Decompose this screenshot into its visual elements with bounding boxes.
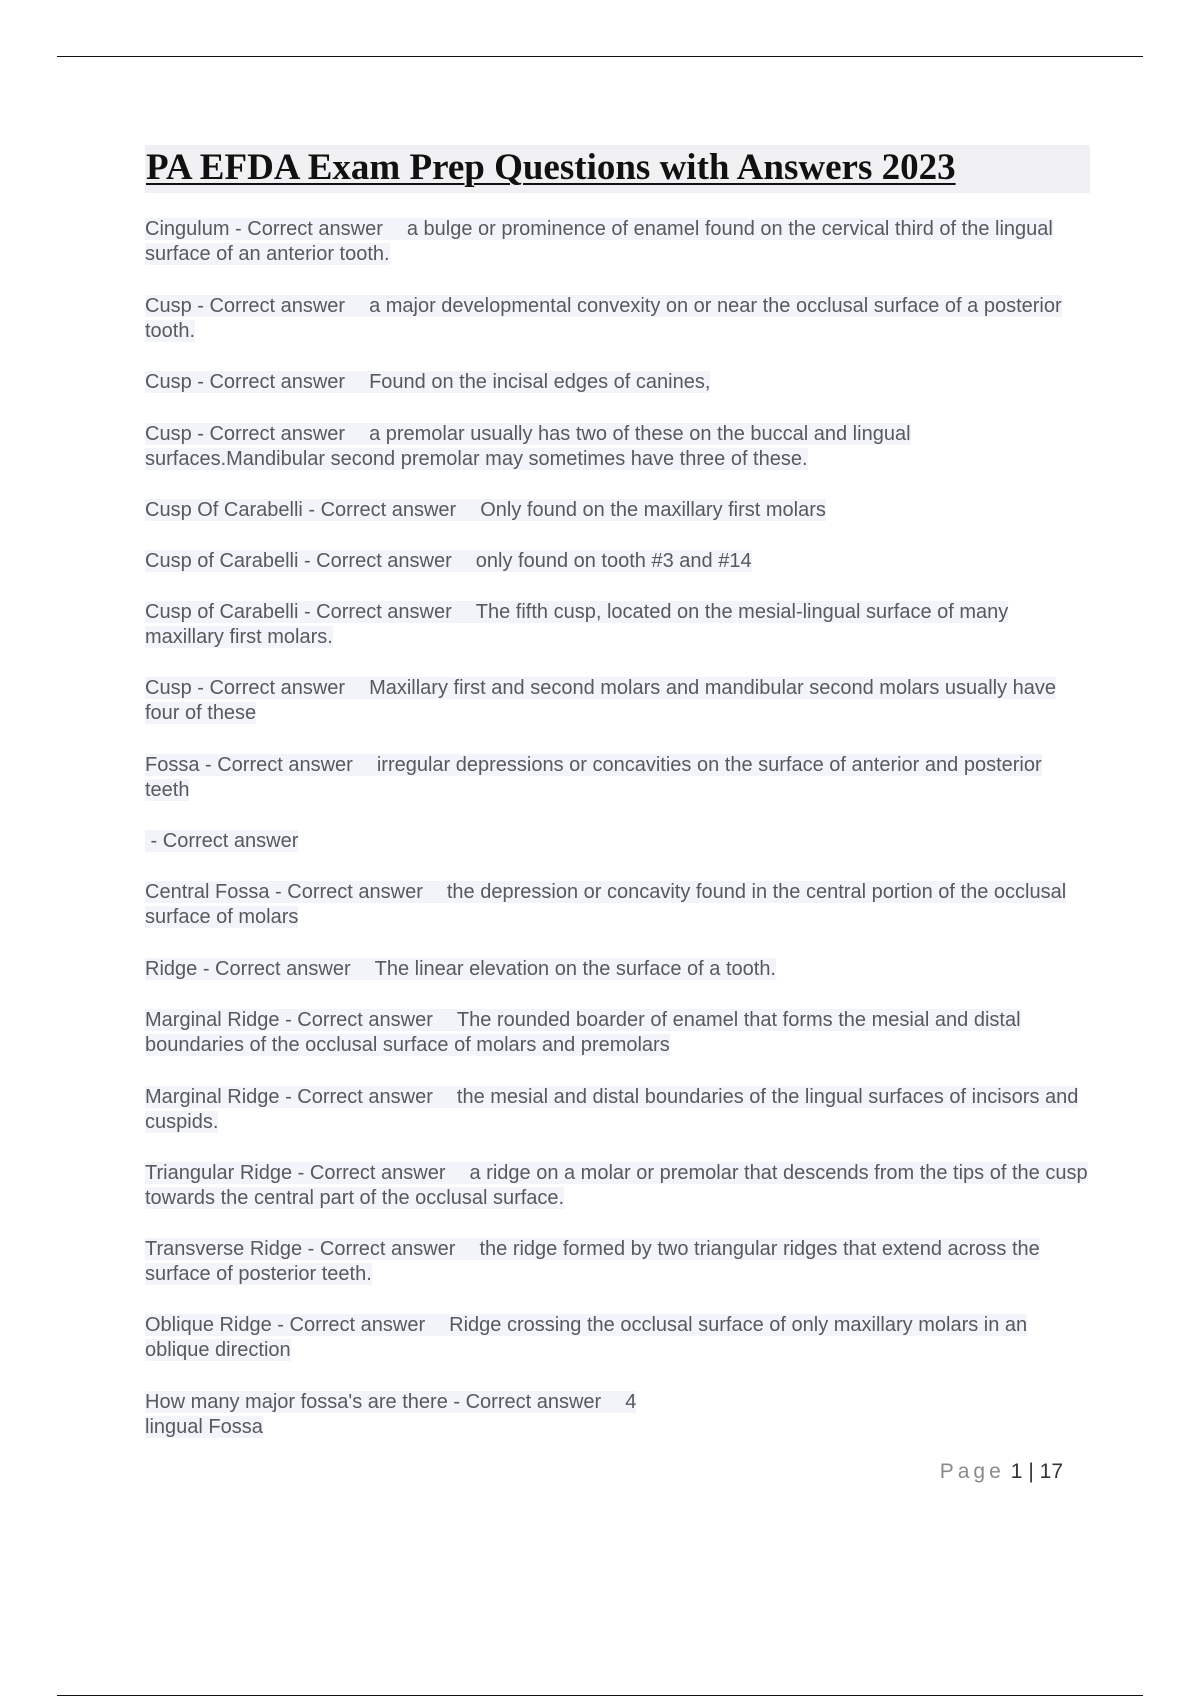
entry-answer: a major developmental convexity on or near the occlusal surface of a posterior tooth. <box>145 295 1062 342</box>
total-pages: 17 <box>1039 1460 1063 1483</box>
entry-term: Marginal Ridge - Correct answer <box>145 1086 433 1108</box>
qa-entry <box>145 549 1090 574</box>
page-footer <box>940 1460 1063 1484</box>
entry-term: Marginal Ridge - Correct answer <box>145 1009 433 1031</box>
qa-entry <box>145 294 1090 344</box>
entry-answer: Found on the incisal edges of canines, <box>369 371 711 393</box>
entry-term: Triangular Ridge - Correct answer <box>145 1162 446 1184</box>
entry-answer: The fifth cusp, located on the mesial-lingual surface of many maxillary first molars. <box>145 601 1009 648</box>
entry-term: Cusp - Correct answer <box>145 423 346 445</box>
qa-entry <box>145 422 1090 472</box>
qa-entry <box>145 676 1090 726</box>
entry-term: Fossa - Correct answer <box>145 754 353 776</box>
entry-answer: the mesial and distal boundaries of the lingual surfaces of incisors and cuspids. <box>145 1086 1079 1133</box>
entry-answer: the ridge formed by two triangular ridges that extend across the surface of posterior teeth. <box>145 1238 1040 1285</box>
entry-answer: a premolar usually has two of these on the buccal and lingual surfaces.Mandibular second premolar may sometimes have three of these. <box>145 423 911 470</box>
entry-term: Cusp - Correct answer <box>145 371 346 393</box>
entry-term: Cusp of Carabelli - Correct answer <box>145 601 452 623</box>
footer-rule <box>57 1695 1143 1696</box>
entry-answer: The linear elevation on the surface of a tooth. <box>374 958 776 980</box>
entry-answer: Only found on the maxillary first molars <box>480 499 826 521</box>
qa-entry <box>145 829 1090 854</box>
header-rule <box>57 56 1143 57</box>
entry-term: Oblique Ridge - Correct answer <box>145 1314 426 1336</box>
qa-entry <box>145 1161 1090 1211</box>
qa-entry <box>145 370 1090 395</box>
entry-answer: 4 <box>625 1391 637 1413</box>
page-separator: | <box>1028 1460 1034 1483</box>
entry-term: Ridge - Correct answer <box>145 958 351 980</box>
entry-term: Central Fossa - Correct answer <box>145 881 423 903</box>
entry-term: Cusp Of Carabelli - Correct answer <box>145 499 457 521</box>
entry-continuation: lingual Fossa <box>145 1416 263 1438</box>
entry-term: Cusp - Correct answer <box>145 295 346 317</box>
qa-entry <box>145 498 1090 523</box>
entry-answer: Ridge crossing the occlusal surface of only maxillary molars in an oblique direction <box>145 1314 1028 1361</box>
page-number: 1 <box>1010 1460 1023 1483</box>
qa-entry <box>145 600 1090 650</box>
entry-term: Cingulum - Correct answer <box>145 218 383 240</box>
qa-entry <box>145 753 1090 803</box>
entry-answer: a ridge on a molar or premolar that descends from the tips of the cusp towards the central part of the occlusal surface. <box>145 1162 1088 1209</box>
qa-entry <box>145 1237 1090 1287</box>
entry-answer: only found on tooth #3 and #14 <box>475 550 752 572</box>
entry-answer: Maxillary first and second molars and mandibular second molars usually have four of these <box>145 677 1057 724</box>
page-label: Page <box>939 1460 1005 1483</box>
entry-term: Cusp - Correct answer <box>145 677 346 699</box>
entry-term: How many major fossa's are there - Correct answer <box>145 1391 602 1413</box>
entry-term: Cusp of Carabelli - Correct answer <box>145 550 452 572</box>
document-title: PA EFDA Exam Prep Questions with Answers 2023 <box>146 147 956 188</box>
entry-answer: the depression or concavity found in the central portion of the occlusal surface of molars <box>145 881 1067 928</box>
qa-entry <box>145 1313 1090 1363</box>
qa-entry <box>145 217 1090 267</box>
entry-answer: a bulge or prominence of enamel found on the cervical third of the lingual surface of an anterior tooth. <box>145 218 1053 265</box>
qa-entry <box>145 1008 1090 1058</box>
entry-term: - Correct answer <box>145 830 299 852</box>
entry-answer: irregular depressions or concavities on the surface of anterior and posterior teeth <box>145 754 1042 801</box>
qa-entry <box>145 1390 1090 1440</box>
qa-entry <box>145 880 1090 930</box>
entry-term: Transverse Ridge - Correct answer <box>145 1238 456 1260</box>
qa-entry <box>145 957 1090 982</box>
entry-answer: The rounded boarder of enamel that forms the mesial and distal boundaries of the occlusal surface of molars and premolars <box>145 1009 1021 1056</box>
qa-entry <box>145 1085 1090 1135</box>
